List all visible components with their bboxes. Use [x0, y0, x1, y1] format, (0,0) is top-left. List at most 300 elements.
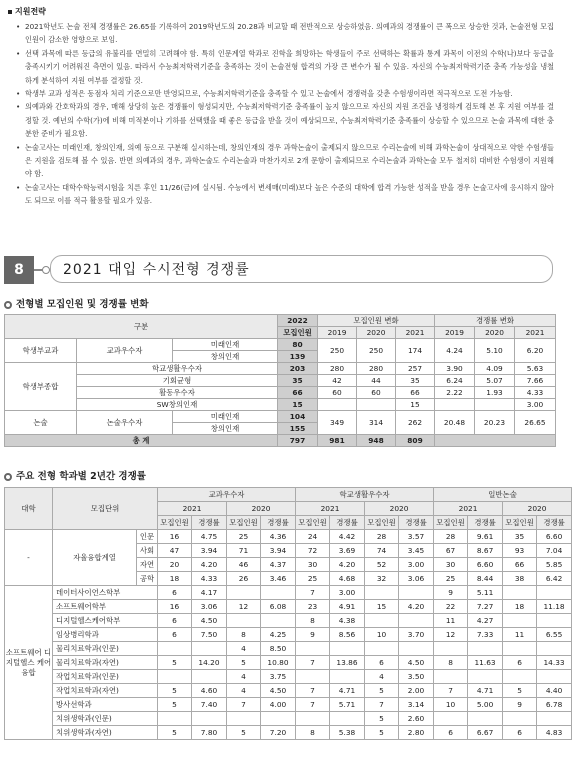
cell-quota: 9: [296, 628, 330, 642]
cell-quota: 26: [227, 572, 261, 586]
table-row: [5, 363, 556, 375]
cell-ratio: 4.09: [475, 363, 515, 375]
strategy-title-text: 지원전략: [15, 7, 46, 16]
cell-ratio: [468, 712, 503, 726]
header-year: 2021: [515, 327, 556, 339]
circle-bullet-icon: [4, 473, 12, 481]
header-quota: 모집인원: [296, 516, 330, 530]
cell-ratio: 5.71: [330, 698, 365, 712]
cell-quota: [227, 586, 261, 600]
cell-quota: 250: [318, 339, 357, 363]
cell-unit: 데이터사이언스학부: [53, 586, 158, 600]
cell-ratio: 3.46: [261, 572, 296, 586]
cell-quota: 93: [503, 544, 537, 558]
cell-quota: 47: [158, 544, 192, 558]
cell-track: 창의인재: [173, 351, 278, 363]
cell-quota: 12: [227, 600, 261, 614]
cell-quota: 262: [396, 411, 435, 435]
cell-quota: 6: [503, 656, 537, 670]
circle-bullet-icon: [4, 301, 12, 309]
cell-quota: 5: [365, 726, 399, 740]
cell-ratio: [537, 642, 572, 656]
cell-unit: 방사선학과: [53, 698, 158, 712]
cell-ratio: 2.80: [399, 726, 434, 740]
table-row: [5, 628, 572, 642]
header-ratio: 경쟁률: [192, 516, 227, 530]
cell-quota: 28: [434, 530, 468, 544]
header-year: 2020: [227, 502, 296, 516]
cell-ratio: 7.40: [192, 698, 227, 712]
cell-quota: [296, 712, 330, 726]
cell-ratio: 7.20: [261, 726, 296, 740]
cell-ratio: 6.55: [537, 628, 572, 642]
cell-quota: 4: [227, 684, 261, 698]
cell-quota: 10: [434, 698, 468, 712]
cell-quota: 7: [434, 684, 468, 698]
cell-ratio: 3.75: [261, 670, 296, 684]
cell-ratio: 20.23: [475, 411, 515, 435]
cell-quota-2022: 15: [278, 399, 318, 411]
admission-type-table: [4, 314, 556, 447]
cell-ratio: 4.50: [192, 614, 227, 628]
header-year: 2021: [396, 327, 435, 339]
cell-ratio: 5.11: [468, 586, 503, 600]
cell-quota: 5: [503, 684, 537, 698]
cell-quota: 174: [396, 339, 435, 363]
header-quota: 모집인원: [227, 516, 261, 530]
connector-dot: [42, 266, 50, 274]
cell-ratio: 4.25: [261, 628, 296, 642]
table-row: [5, 642, 572, 656]
table-row: [5, 726, 572, 740]
header-ratio-change: 경쟁률 변화: [435, 315, 556, 327]
cell-ratio: 2.60: [399, 712, 434, 726]
cell-ratio: 3.69: [330, 544, 365, 558]
cell-quota: 7: [365, 698, 399, 712]
cell-quota-2022: 35: [278, 375, 318, 387]
header-ratio: 경쟁률: [261, 516, 296, 530]
table1-title-text: 전형별 모집인원 및 경쟁률 변화: [16, 299, 149, 310]
cell-quota: 6: [503, 726, 537, 740]
cell-ratio: 6.42: [537, 572, 572, 586]
strategy-bullet: • 논술고사는 대학수학능력시험을 치른 후인 11/26(금)에 실시됨. 수능에서 변세매(미래)보다 높은 수준의 대학에 합격 가능한 성적을 받을 경우 논술고사에 응시하지 않아도 되므로 이를 적극 활용할 필요가 있음.: [16, 181, 554, 208]
square-bullet-icon: [8, 10, 12, 14]
cell-quota: 5: [158, 698, 192, 712]
cell-ratio: 4.20: [192, 558, 227, 572]
header-ratio: 경쟁률: [468, 516, 503, 530]
cell-quota: [296, 642, 330, 656]
cell-quota: 71: [227, 544, 261, 558]
cell-quota: [158, 642, 192, 656]
cell-ratio: 11.18: [537, 600, 572, 614]
cell-quota: [158, 670, 192, 684]
cell-ratio: 4.71: [330, 684, 365, 698]
cell-ratio: 4.27: [468, 614, 503, 628]
table-row: [5, 339, 556, 351]
cell-ratio: 8.56: [330, 628, 365, 642]
cell-quota: 7: [296, 698, 330, 712]
cell-ratio: 3.00: [330, 586, 365, 600]
cell-quota: [503, 670, 537, 684]
cell-ratio: 3.57: [399, 530, 434, 544]
cell-quota: 280: [318, 363, 357, 375]
cell-track: 학교생활우수자: [77, 363, 278, 375]
cell-quota-2022: 104: [278, 411, 318, 423]
header-quota: 모집인원: [365, 516, 399, 530]
cell-quota: 9: [434, 586, 468, 600]
cell-ratio: 6.60: [537, 530, 572, 544]
header-year: 2019: [318, 327, 357, 339]
cell-quota: 8: [227, 628, 261, 642]
cell-ratio: 6.24: [435, 375, 475, 387]
cell-ratio: [537, 614, 572, 628]
cell-quota: 25: [296, 572, 330, 586]
cell-univ: -: [5, 530, 53, 586]
cell-ratio: 13.86: [330, 656, 365, 670]
table-row: [5, 399, 556, 411]
cell-quota: 66: [396, 387, 435, 399]
cell-quota: 32: [365, 572, 399, 586]
total-label: 총 계: [5, 435, 278, 447]
cell-quota: 46: [227, 558, 261, 572]
cell-track: 기회균형: [77, 375, 278, 387]
cell-quota: 5: [158, 656, 192, 670]
cell-ratio: 3.06: [192, 600, 227, 614]
cell-quota: 6: [434, 726, 468, 740]
table-row: [5, 614, 572, 628]
cell-quota: 5: [227, 656, 261, 670]
strategy-bullet: • 학생부 교과 성적은 동점자 처리 기준으로만 반영되므로, 수능최저학력기준을 충족할 수 있고 논술에서 경쟁력을 갖춘 수험생이라면 적극적으로 도전 가능함.: [16, 87, 554, 100]
cell-ratio: 7.50: [192, 628, 227, 642]
cell-quota-2022: 155: [278, 423, 318, 435]
cell-track: SW창의인재: [77, 399, 278, 411]
cell-ratio: 8.44: [468, 572, 503, 586]
cell-quota: [365, 586, 399, 600]
header-2022: 2022: [278, 315, 318, 327]
section-header: [4, 255, 555, 285]
cell-ratio: 4.17: [192, 586, 227, 600]
header-quota-change: 모집인원 변화: [318, 315, 435, 327]
table2-title-text: 주요 전형 학과별 2년간 경쟁률: [16, 471, 146, 482]
cell-ratio: 4.60: [192, 684, 227, 698]
cell-quota: 25: [227, 530, 261, 544]
strategy-bullet: • 2021학년도 논술 전체 경쟁률은 26.65를 기록하여 2019학년도의 20.28과 비교할 때 전반적으로 상승하였음. 의예과의 경쟁률이 큰 폭으로 상승한 것과, 논술전형 모집인원이 감소한 영향으로 보임.: [16, 20, 554, 47]
table-row: [5, 586, 572, 600]
cell-ratio: 6.78: [537, 698, 572, 712]
cell-ratio: 6.67: [468, 726, 503, 740]
table-row: [5, 375, 556, 387]
header-quota: 모집인원: [503, 516, 537, 530]
table-row: [5, 712, 572, 726]
cell-quota: 257: [396, 363, 435, 375]
cell-ratio: [537, 586, 572, 600]
cell-ratio: [261, 614, 296, 628]
header-univ: 대학: [5, 488, 53, 530]
cell-ratio: 3.94: [261, 544, 296, 558]
cell-quota: 11: [503, 628, 537, 642]
cell-ratio: 6.08: [261, 600, 296, 614]
table2-title: [4, 468, 146, 482]
cell-track: 창의인재: [173, 423, 278, 435]
cell-ratio: 3.70: [399, 628, 434, 642]
cell-quota: [227, 712, 261, 726]
cell-ratio: 4.40: [537, 684, 572, 698]
section-title: 2021 대입 수시전형 경쟁률: [50, 255, 553, 283]
cell-quota: 24: [296, 530, 330, 544]
cell-ratio: [399, 586, 434, 600]
cell-quota: 16: [158, 530, 192, 544]
cell-ratio: [435, 399, 475, 411]
cell-ratio: 1.93: [475, 387, 515, 399]
cell-ratio: 8.50: [261, 642, 296, 656]
cell-ratio: 4.33: [192, 572, 227, 586]
cell-quota: 20: [158, 558, 192, 572]
cell-quota: 67: [434, 544, 468, 558]
cell-unit: 임상병리학과: [53, 628, 158, 642]
cell-ratio: [261, 712, 296, 726]
table-row: [5, 670, 572, 684]
cell-quota: 35: [503, 530, 537, 544]
cell-ratio: 8.67: [468, 544, 503, 558]
cell-ratio: 7.33: [468, 628, 503, 642]
cell-quota: 4: [227, 642, 261, 656]
cell-ratio: 4.33: [515, 387, 556, 399]
cell-unit: 사회: [137, 544, 158, 558]
cell-ratio: 11.63: [468, 656, 503, 670]
cell-quota: 8: [434, 656, 468, 670]
cell-ratio: [192, 642, 227, 656]
header-group: 일반논술: [434, 488, 572, 502]
cell-quota-2022: 66: [278, 387, 318, 399]
cell-ratio: 4.36: [261, 530, 296, 544]
cell-quota: 948: [357, 435, 396, 447]
cell-track: 활동우수자: [77, 387, 278, 399]
cell-quota: 4: [365, 670, 399, 684]
cell-quota: 38: [503, 572, 537, 586]
cell-quota: [357, 399, 396, 411]
cell-quota: 9: [503, 698, 537, 712]
cell-quota: 74: [365, 544, 399, 558]
cell-ratio: 4.37: [261, 558, 296, 572]
cell-ratio: 7.66: [515, 375, 556, 387]
cell-unit: 디지털헬스케어학부: [53, 614, 158, 628]
header-category: 구분: [5, 315, 278, 339]
cell-ratio: 3.14: [399, 698, 434, 712]
cell-unit: 자연: [137, 558, 158, 572]
cell-quota: 18: [158, 572, 192, 586]
cell-quota: 15: [365, 600, 399, 614]
cell-ratio: [330, 670, 365, 684]
cell-unit: 소프트웨어학부: [53, 600, 158, 614]
cell-ratio: 14.20: [192, 656, 227, 670]
cell-quota: 6: [158, 628, 192, 642]
cell-ratio: 3.00: [515, 399, 556, 411]
cell-quota: 7: [296, 684, 330, 698]
cell-unit: 공학: [137, 572, 158, 586]
header-year: 2020: [503, 502, 572, 516]
cell-ratio: [468, 670, 503, 684]
cell-quota: 11: [434, 614, 468, 628]
header-year: 2020: [357, 327, 396, 339]
cell-quota: 6: [158, 614, 192, 628]
cell-quota: [158, 712, 192, 726]
cell-quota: [365, 642, 399, 656]
cell-unit: 자율융합계열: [53, 530, 137, 586]
cell-ratio: 9.61: [468, 530, 503, 544]
cell-ratio: [468, 642, 503, 656]
cell-quota: [365, 614, 399, 628]
cell-ratio: 4.38: [330, 614, 365, 628]
cell-quota: 35: [396, 375, 435, 387]
strategy-bullet: • 선택 과목에 따른 등급의 유불리를 면밀히 고려해야 함. 특히 인문계열 학과로 진학을 희망하는 학생들이 주로 선택하는 확률과 통계 과목이 이전의 수학(나)보다 등급을 충족시키기 어려워진 측면이 있음. 따라서 수능최저학력기준을 충족하는 것이 논술전형 합격의 가장 큰 변수가 될 수 있음. 자신의 수능최저학력기준 충족 가능성을 냉철하게 분석하여 지원 여부를 결정할 것.: [16, 47, 554, 87]
cell-ratio: [537, 670, 572, 684]
cell-quota: 30: [296, 558, 330, 572]
cell-type: 학생부교과: [5, 339, 77, 363]
cell-quota: 250: [357, 339, 396, 363]
cell-quota: 6: [158, 586, 192, 600]
cell-ratio: 26.65: [515, 411, 556, 435]
cell-ratio: 4.00: [261, 698, 296, 712]
cell-quota: [434, 712, 468, 726]
cell-quota: 4: [227, 670, 261, 684]
table1-title: [4, 296, 149, 310]
cell-quota: [503, 642, 537, 656]
cell-unit: 치위생학과(인문): [53, 712, 158, 726]
cell-quota-2022: 203: [278, 363, 318, 375]
department-ratio-table: [4, 487, 572, 740]
cell-ratio: 3.90: [435, 363, 475, 375]
cell-ratio: [192, 670, 227, 684]
cell-ratio: 4.20: [399, 600, 434, 614]
cell-quota: 23: [296, 600, 330, 614]
cell-ratio: 3.45: [399, 544, 434, 558]
cell-quota: 66: [503, 558, 537, 572]
cell-quota: [296, 670, 330, 684]
strategy-bullet: • 논술고사는 미래인재, 창의인재, 의예 등으로 구분해 실시하는데, 창의인재의 경우 과학논술이 출제되지 않으므로 수리논술에 비해 과학논술이 상대적으로 약한 수험생들은 지원을 검토해 볼 수 있음. 반면 의예과의 경우, 과학논술도 수리논술과 마찬가지로 2개 문항이 출제되므로 수리논술과 과학논술 모두 철저히 대비한 수험생이 지원해야 함.: [16, 141, 554, 181]
cell-ratio: 6.60: [468, 558, 503, 572]
cell-empty: [435, 435, 556, 447]
cell-quota: 7: [227, 698, 261, 712]
cell-ratio: 7.27: [468, 600, 503, 614]
cell-quota: [503, 614, 537, 628]
section-number: 8: [4, 256, 34, 284]
cell-quota: 314: [357, 411, 396, 435]
cell-quota: 280: [357, 363, 396, 375]
table-row: [5, 530, 572, 544]
cell-quota: 72: [296, 544, 330, 558]
cell-quota: [227, 614, 261, 628]
cell-ratio: 4.68: [330, 572, 365, 586]
cell-unit: 인문: [137, 530, 158, 544]
cell-ratio: [399, 642, 434, 656]
cell-ratio: 2.00: [399, 684, 434, 698]
cell-quota: 5: [227, 726, 261, 740]
cell-quota: 8: [296, 614, 330, 628]
table-row: [5, 411, 556, 423]
cell-ratio: 3.50: [399, 670, 434, 684]
total-row: [5, 435, 556, 447]
cell-track: 미래인재: [173, 339, 278, 351]
cell-ratio: 4.83: [537, 726, 572, 740]
cell-quota: [318, 399, 357, 411]
cell-quota: 15: [396, 399, 435, 411]
cell-ratio: 6.20: [515, 339, 556, 363]
cell-ratio: [399, 614, 434, 628]
cell-quota: 6: [365, 656, 399, 670]
header-ratio: 경쟁률: [399, 516, 434, 530]
cell-ratio: 5.38: [330, 726, 365, 740]
cell-quota-2022: 139: [278, 351, 318, 363]
cell-ratio: 5.10: [475, 339, 515, 363]
strategy-section: [6, 6, 554, 208]
header-quota: 모집인원: [434, 516, 468, 530]
cell-type: 학생부종합: [5, 363, 77, 411]
cell-ratio: 4.50: [399, 656, 434, 670]
strategy-list: [6, 20, 554, 208]
cell-ratio: 5.63: [515, 363, 556, 375]
cell-ratio: 3.94: [192, 544, 227, 558]
cell-quota: 44: [357, 375, 396, 387]
cell-quota: 10: [365, 628, 399, 642]
cell-unit: 작업치료학과(자연): [53, 684, 158, 698]
cell-unit: 작업치료학과(인문): [53, 670, 158, 684]
cell-ratio: 5.00: [468, 698, 503, 712]
table-row: [5, 600, 572, 614]
cell-quota: 5: [365, 684, 399, 698]
strategy-title: [8, 6, 554, 17]
header-unit: 모집단위: [53, 488, 158, 530]
cell-ratio: [192, 712, 227, 726]
cell-quota: [434, 670, 468, 684]
cell-ratio: [537, 712, 572, 726]
header-year: 2021: [434, 502, 503, 516]
cell-quota: 7: [296, 656, 330, 670]
header-quota: 모집인원: [158, 516, 192, 530]
cell-quota: 5: [158, 726, 192, 740]
table-row: [5, 698, 572, 712]
header-ratio: 경쟁률: [330, 516, 365, 530]
cell-subtype: 교과우수자: [77, 339, 173, 363]
cell-ratio: 10.80: [261, 656, 296, 670]
cell-quota: 7: [296, 586, 330, 600]
cell-ratio: [330, 642, 365, 656]
header-year: 2020: [365, 502, 434, 516]
cell-ratio: 4.75: [192, 530, 227, 544]
cell-ratio: [330, 712, 365, 726]
cell-quota: 60: [318, 387, 357, 399]
table-row: [5, 684, 572, 698]
cell-type: 논술: [5, 411, 77, 435]
cell-univ: 소프트웨어 디지털헬스 케어 융합: [5, 586, 53, 740]
cell-quota: 25: [434, 572, 468, 586]
header-year: 2020: [475, 327, 515, 339]
cell-quota: 22: [434, 600, 468, 614]
cell-quota: [503, 586, 537, 600]
cell-quota: 5: [158, 684, 192, 698]
cell-quota: 12: [434, 628, 468, 642]
cell-unit: 물리치료학과(인문): [53, 642, 158, 656]
cell-subtype: 논술우수자: [77, 411, 173, 435]
cell-quota: 5: [365, 712, 399, 726]
cell-ratio: 4.50: [261, 684, 296, 698]
header-group: 학교생활우수자: [296, 488, 434, 502]
cell-quota-2022: 80: [278, 339, 318, 351]
cell-quota-2022: 797: [278, 435, 318, 447]
cell-ratio: 3.00: [399, 558, 434, 572]
cell-quota: [503, 712, 537, 726]
cell-quota: 8: [296, 726, 330, 740]
cell-ratio: 20.48: [435, 411, 475, 435]
